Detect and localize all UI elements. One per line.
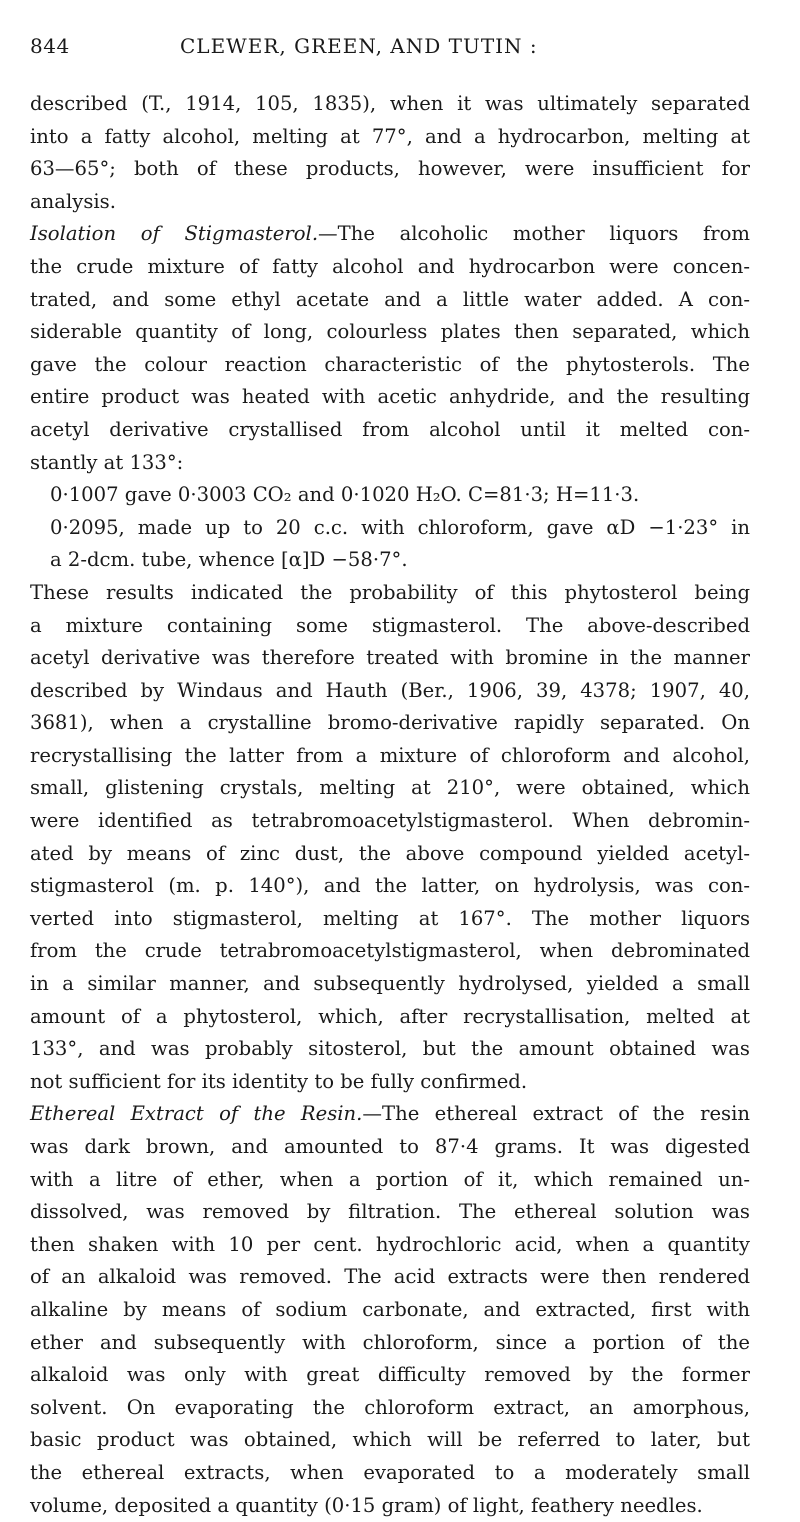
rotation-line: 0·2095, made up to 20 c.c. with chloroform, gave αD −1·23° in	[50, 515, 750, 539]
text-line: basic product was obtained, which will be referred to later, but	[30, 1428, 750, 1452]
text-line: small, glistening crystals, melting at 210°, were obtained, which	[30, 776, 750, 800]
body-text	[30, 88, 750, 1522]
document-page	[30, 34, 750, 1522]
text-line: ether and subsequently with chloroform, since a portion of the	[30, 1330, 750, 1354]
text-line: of an alkaloid was removed. The acid extracts were then rendered	[30, 1265, 750, 1289]
text-line: acetyl derivative was therefore treated with bromine in the manner	[30, 646, 750, 670]
text-line: alkaloid was only with great difficulty removed by the former	[30, 1363, 750, 1387]
text-line: stigmasterol (m. p. 140°), and the latter, on hydrolysis, was con-	[30, 874, 750, 898]
text-line: acetyl derivative crystallised from alcohol until it melted con-	[30, 417, 750, 441]
text-line: amount of a phytosterol, which, after recrystallisation, melted at	[30, 1004, 750, 1028]
text-line: gave the colour reaction characteristic of the phytosterols. The	[30, 352, 750, 376]
text-line: a mixture containing some stigmasterol. The above-described	[30, 613, 750, 637]
text-line: recrystallising the latter from a mixture of chloroform and alcohol,	[30, 743, 750, 767]
text-line: described by Windaus and Hauth (Ber., 1906, 39, 4378; 1907, 40,	[30, 678, 750, 702]
text-line: These results indicated the probability of this phytosterol being	[30, 580, 750, 604]
page-number: 844	[30, 34, 70, 58]
text-line: entire product was heated with acetic anhydride, and the resulting	[30, 385, 750, 409]
text-line: 3681), when a crystalline bromo-derivative rapidly separated. On	[30, 711, 750, 735]
text-line: 133°, and was probably sitosterol, but the amount obtained was	[30, 1037, 750, 1061]
text-line: solvent. On evaporating the chloroform extract, an amorphous,	[30, 1395, 750, 1419]
text-line: dissolved, was removed by filtration. The ethereal solution was	[30, 1200, 750, 1224]
text-line-section-start: Isolation of Stigmasterol.—The alcoholic mother liquors from	[30, 222, 750, 246]
text-line: alkaline by means of sodium carbonate, and extracted, first with	[30, 1297, 750, 1321]
text-line: verted into stigmasterol, melting at 167°. The mother liquors	[30, 906, 750, 930]
text-line: volume, deposited a quantity (0·15 gram) of light, feathery needles.	[30, 1493, 703, 1517]
text-line: from the crude tetrabromoacetylstigmasterol, when debrominated	[30, 939, 750, 963]
text-line: with a litre of ether, when a portion of it, which remained un-	[30, 1167, 750, 1191]
text-line: the crude mixture of fatty alcohol and hydrocarbon were concen-	[30, 254, 750, 278]
text-line: described (T., 1914, 105, 1835), when it was ultimately separated	[30, 92, 750, 115]
rotation-line: a 2-dcm. tube, whence [α]D −58·7°.	[50, 548, 408, 572]
text-line: were identified as tetrabromoacetylstigmasterol. When debromin-	[30, 809, 750, 833]
text-line: the ethereal extracts, when evaporated to a moderately small	[30, 1460, 750, 1484]
text-line: stantly at 133°:	[30, 450, 184, 474]
text-line-section-start: Ethereal Extract of the Resin.—The ethereal extract of the resin	[30, 1102, 750, 1126]
text-line: siderable quantity of long, colourless plates then separated, which	[30, 320, 750, 344]
text-line: into a fatty alcohol, melting at 77°, and a hydrocarbon, melting at	[30, 124, 750, 148]
text-line: in a similar manner, and subsequently hydrolysed, yielded a small	[30, 972, 750, 996]
text-line: then shaken with 10 per cent. hydrochloric acid, when a quantity	[30, 1232, 750, 1256]
running-header	[30, 34, 750, 74]
text-line: not sufficient for its identity to be fully confirmed.	[30, 1069, 528, 1093]
text-line: ated by means of zinc dust, the above compound yielded acetyl-	[30, 841, 750, 865]
text-line: analysis.	[30, 189, 116, 213]
text-line: was dark brown, and amounted to 87·4 grams. It was digested	[30, 1135, 750, 1158]
analysis-line: 0·1007 gave 0·3003 CO₂ and 0·1020 H₂O. C=81·3; H=11·3.	[50, 483, 640, 507]
running-title: CLEWER, GREEN, AND TUTIN :	[180, 34, 538, 58]
text-line: trated, and some ethyl acetate and a little water added. A con-	[30, 287, 750, 311]
text-line: 63—65°; both of these products, however, were insufficient for	[30, 157, 750, 181]
